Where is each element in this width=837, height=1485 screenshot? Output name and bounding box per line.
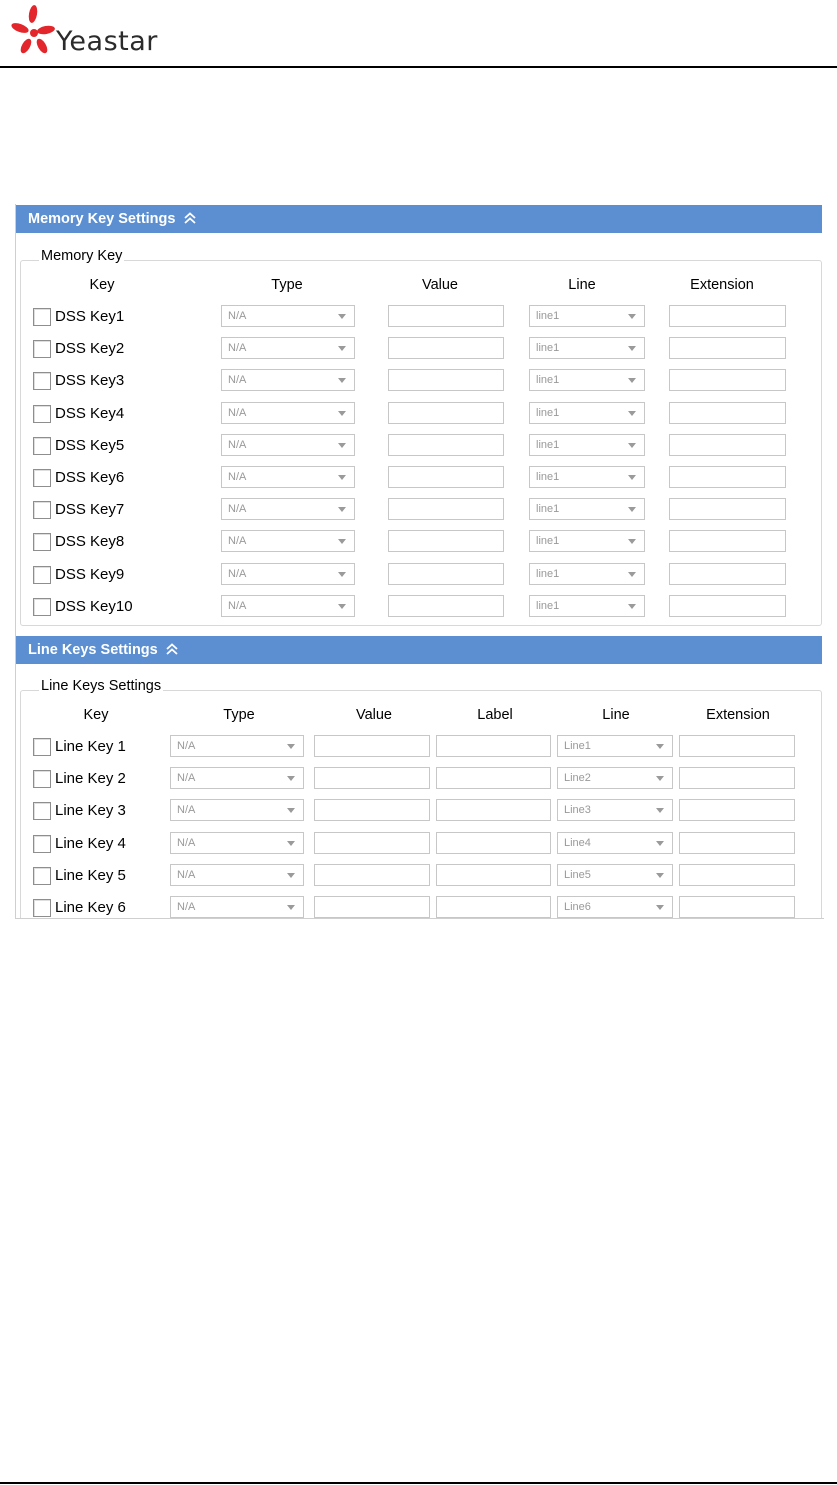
key-label: DSS Key5 (55, 436, 125, 454)
brand-name: Yeastar (56, 26, 158, 57)
key-checkbox[interactable] (33, 340, 51, 358)
chevron-down-icon (628, 411, 636, 416)
line-select[interactable] (529, 530, 645, 552)
extension-input[interactable] (679, 832, 795, 854)
extension-input[interactable] (669, 337, 786, 359)
key-checkbox[interactable] (33, 770, 51, 788)
table-row (21, 433, 821, 459)
line-select[interactable] (529, 498, 645, 520)
yeastar-logo-icon (6, 2, 56, 60)
memory-key-group (20, 248, 822, 626)
extension-input[interactable] (669, 402, 786, 424)
line-select-value: line1 (536, 599, 560, 612)
table-row (21, 336, 821, 362)
type-select-value: N/A (228, 471, 247, 483)
type-select-value: N/A (177, 740, 196, 752)
table-row (21, 304, 821, 330)
value-input[interactable] (388, 434, 504, 456)
line-select[interactable] (529, 402, 645, 424)
col-header-key: Key (83, 707, 109, 723)
value-input[interactable] (388, 563, 504, 585)
key-checkbox[interactable] (33, 738, 51, 756)
col-header-label: Label (477, 707, 513, 723)
line-select-value: Line6 (564, 901, 591, 913)
chevron-down-icon (287, 873, 295, 878)
key-checkbox[interactable] (33, 899, 51, 917)
chevron-down-icon (338, 314, 346, 319)
key-label: DSS Key4 (55, 404, 125, 422)
label-input[interactable] (436, 832, 551, 854)
value-input[interactable] (388, 305, 504, 327)
value-input[interactable] (388, 466, 504, 488)
line-select[interactable] (557, 864, 673, 886)
key-checkbox[interactable] (33, 469, 51, 487)
col-header-line: Line (568, 277, 596, 293)
table-row (21, 734, 821, 760)
type-select[interactable] (221, 337, 355, 359)
header-divider (0, 66, 837, 68)
key-checkbox[interactable] (33, 372, 51, 390)
key-label: Line Key 1 (55, 738, 126, 755)
value-input[interactable] (388, 595, 504, 617)
type-select[interactable] (221, 369, 355, 391)
chevron-down-icon (338, 411, 346, 416)
line-select-value: line1 (536, 535, 560, 548)
extension-input[interactable] (669, 498, 786, 520)
chevron-down-icon (338, 604, 346, 609)
chevron-down-icon (338, 378, 346, 383)
chevron-down-icon (628, 314, 636, 319)
extension-input[interactable] (669, 595, 786, 617)
key-label: DSS Key2 (55, 340, 125, 358)
col-header-value: Value (421, 277, 458, 293)
line-select[interactable] (557, 832, 673, 854)
value-input[interactable] (388, 402, 504, 424)
line-select-value: Line4 (564, 836, 591, 849)
chevron-down-icon (338, 346, 346, 351)
value-input[interactable] (388, 530, 504, 552)
type-select-value: N/A (228, 535, 247, 548)
chevron-down-icon (656, 841, 664, 846)
table-row (21, 863, 821, 889)
col-header-extension: Extension (706, 707, 770, 723)
key-label: Line Key 5 (55, 866, 126, 884)
extension-input[interactable] (679, 864, 795, 886)
table-row (21, 401, 821, 427)
extension-input[interactable] (679, 735, 795, 757)
type-select-value: N/A (228, 374, 247, 387)
chevron-down-icon (628, 346, 636, 351)
line-select[interactable] (529, 337, 645, 359)
value-input[interactable] (314, 832, 430, 854)
double-chevron-up-icon[interactable] (184, 212, 196, 224)
type-select-value: N/A (177, 868, 196, 881)
col-header-value: Value (355, 707, 392, 723)
line-select[interactable] (529, 434, 645, 456)
key-checkbox[interactable] (33, 437, 51, 455)
col-header-extension: Extension (690, 277, 754, 293)
key-checkbox[interactable] (33, 405, 51, 423)
chevron-down-icon (656, 776, 664, 781)
extension-input[interactable] (679, 896, 795, 918)
key-checkbox[interactable] (33, 867, 51, 885)
chevron-down-icon (338, 443, 346, 448)
table-row (21, 562, 821, 588)
line-select-value: line1 (536, 310, 560, 322)
memory-key-settings-header[interactable] (16, 205, 822, 233)
key-checkbox[interactable] (33, 533, 51, 551)
type-select-value: N/A (177, 804, 196, 817)
value-input[interactable] (314, 735, 430, 757)
col-header-key: Key (89, 277, 115, 293)
table-row (21, 895, 821, 919)
type-select-value: N/A (228, 342, 247, 355)
line-select[interactable] (529, 466, 645, 488)
type-select-value: N/A (228, 406, 247, 419)
key-checkbox[interactable] (33, 308, 51, 326)
line-select-value: Line5 (564, 868, 591, 881)
key-label: DSS Key7 (55, 501, 125, 519)
key-label: DSS Key1 (55, 308, 125, 325)
table-row (21, 368, 821, 394)
line-select[interactable] (557, 896, 673, 918)
table-row (21, 766, 821, 792)
line-keys-settings-title: Line Keys Settings (28, 642, 158, 658)
value-input[interactable] (314, 864, 430, 886)
value-input[interactable] (314, 896, 430, 918)
value-input[interactable] (388, 337, 504, 359)
line-select[interactable] (529, 595, 645, 617)
memory-key-settings-title: Memory Key Settings (28, 211, 176, 227)
chevron-down-icon (287, 905, 295, 910)
extension-input[interactable] (669, 466, 786, 488)
line-select-value: Line1 (564, 740, 591, 752)
type-select-value: N/A (228, 567, 247, 580)
type-select[interactable] (221, 530, 355, 552)
type-select[interactable] (170, 735, 304, 757)
key-label: DSS Key6 (55, 469, 125, 486)
extension-input[interactable] (669, 563, 786, 585)
col-header-line: Line (602, 707, 630, 723)
chevron-down-icon (628, 378, 636, 383)
key-label: Line Key 2 (55, 770, 126, 788)
extension-input[interactable] (669, 434, 786, 456)
key-label: DSS Key8 (55, 533, 125, 551)
value-input[interactable] (388, 498, 504, 520)
line-select[interactable] (529, 563, 645, 585)
type-select[interactable] (221, 498, 355, 520)
extension-input[interactable] (679, 767, 795, 789)
table-row (21, 831, 821, 857)
type-select-value: N/A (228, 310, 247, 322)
type-select[interactable] (221, 563, 355, 585)
line-select-value: line1 (536, 438, 560, 451)
type-select-value: N/A (228, 438, 247, 451)
type-select[interactable] (221, 305, 355, 327)
key-checkbox[interactable] (33, 598, 51, 616)
line-select-value: Line3 (564, 804, 591, 817)
chevron-down-icon (287, 776, 295, 781)
extension-input[interactable] (679, 799, 795, 821)
label-input[interactable] (436, 896, 551, 918)
key-label: DSS Key9 (55, 565, 125, 583)
chevron-down-icon (338, 572, 346, 577)
label-input[interactable] (436, 767, 551, 789)
table-row (21, 798, 821, 824)
label-input[interactable] (436, 735, 551, 757)
line-select[interactable] (529, 369, 645, 391)
memory-key-legend: Memory Key (41, 248, 123, 264)
line-select-value: line1 (536, 374, 560, 387)
type-select-value: N/A (177, 772, 196, 785)
chevron-down-icon (338, 507, 346, 512)
yeastar-logo (6, 2, 206, 62)
chevron-down-icon (628, 475, 636, 480)
type-select[interactable] (221, 595, 355, 617)
line-select-value: Line2 (564, 772, 591, 785)
type-select-value: N/A (177, 836, 196, 849)
settings-panel (15, 204, 824, 919)
key-label: DSS Key10 (55, 597, 133, 615)
table-row (21, 497, 821, 523)
line-select[interactable] (529, 305, 645, 327)
chevron-down-icon (338, 539, 346, 544)
chevron-down-icon (656, 744, 664, 749)
chevron-down-icon (338, 475, 346, 480)
chevron-down-icon (628, 507, 636, 512)
type-select[interactable] (221, 402, 355, 424)
extension-input[interactable] (669, 530, 786, 552)
chevron-down-icon (628, 443, 636, 448)
type-select[interactable] (170, 799, 304, 821)
table-row (21, 465, 821, 491)
value-input[interactable] (388, 369, 504, 391)
chevron-down-icon (628, 539, 636, 544)
type-select[interactable] (170, 896, 304, 918)
type-select-value: N/A (177, 901, 196, 913)
col-header-type: Type (223, 707, 255, 723)
extension-input[interactable] (669, 369, 786, 391)
key-checkbox[interactable] (33, 802, 51, 820)
key-label: Line Key 4 (55, 834, 126, 852)
table-row (21, 594, 821, 620)
key-checkbox[interactable] (33, 501, 51, 519)
table-row (21, 529, 821, 555)
value-input[interactable] (314, 767, 430, 789)
line-select-value: line1 (536, 406, 560, 419)
footer-divider (0, 1482, 837, 1484)
double-chevron-up-icon[interactable] (166, 643, 178, 655)
key-checkbox[interactable] (33, 835, 51, 853)
type-select[interactable] (221, 466, 355, 488)
line-select-value: line1 (536, 342, 560, 355)
key-checkbox[interactable] (33, 566, 51, 584)
key-label: Line Key 3 (55, 802, 126, 820)
key-label: Line Key 6 (55, 899, 126, 916)
line-keys-group (20, 678, 822, 919)
label-input[interactable] (436, 864, 551, 886)
line-select[interactable] (557, 735, 673, 757)
chevron-down-icon (287, 744, 295, 749)
chevron-down-icon (656, 808, 664, 813)
value-input[interactable] (314, 799, 430, 821)
line-select-value: line1 (536, 567, 560, 580)
key-label: DSS Key3 (55, 372, 125, 390)
type-select-value: N/A (228, 599, 247, 612)
chevron-down-icon (287, 808, 295, 813)
line-select[interactable] (557, 767, 673, 789)
line-select-value: line1 (536, 503, 560, 516)
line-select-value: line1 (536, 471, 560, 483)
type-select-value: N/A (228, 503, 247, 516)
line-keys-legend: Line Keys Settings (41, 678, 162, 694)
label-input[interactable] (436, 799, 551, 821)
line-select[interactable] (557, 799, 673, 821)
type-select[interactable] (170, 864, 304, 886)
chevron-down-icon (287, 841, 295, 846)
type-select[interactable] (170, 832, 304, 854)
type-select[interactable] (170, 767, 304, 789)
col-header-type: Type (271, 277, 303, 293)
chevron-down-icon (628, 572, 636, 577)
chevron-down-icon (656, 873, 664, 878)
extension-input[interactable] (669, 305, 786, 327)
chevron-down-icon (628, 604, 636, 609)
chevron-down-icon (656, 905, 664, 910)
type-select[interactable] (221, 434, 355, 456)
line-keys-settings-header[interactable] (16, 636, 822, 664)
